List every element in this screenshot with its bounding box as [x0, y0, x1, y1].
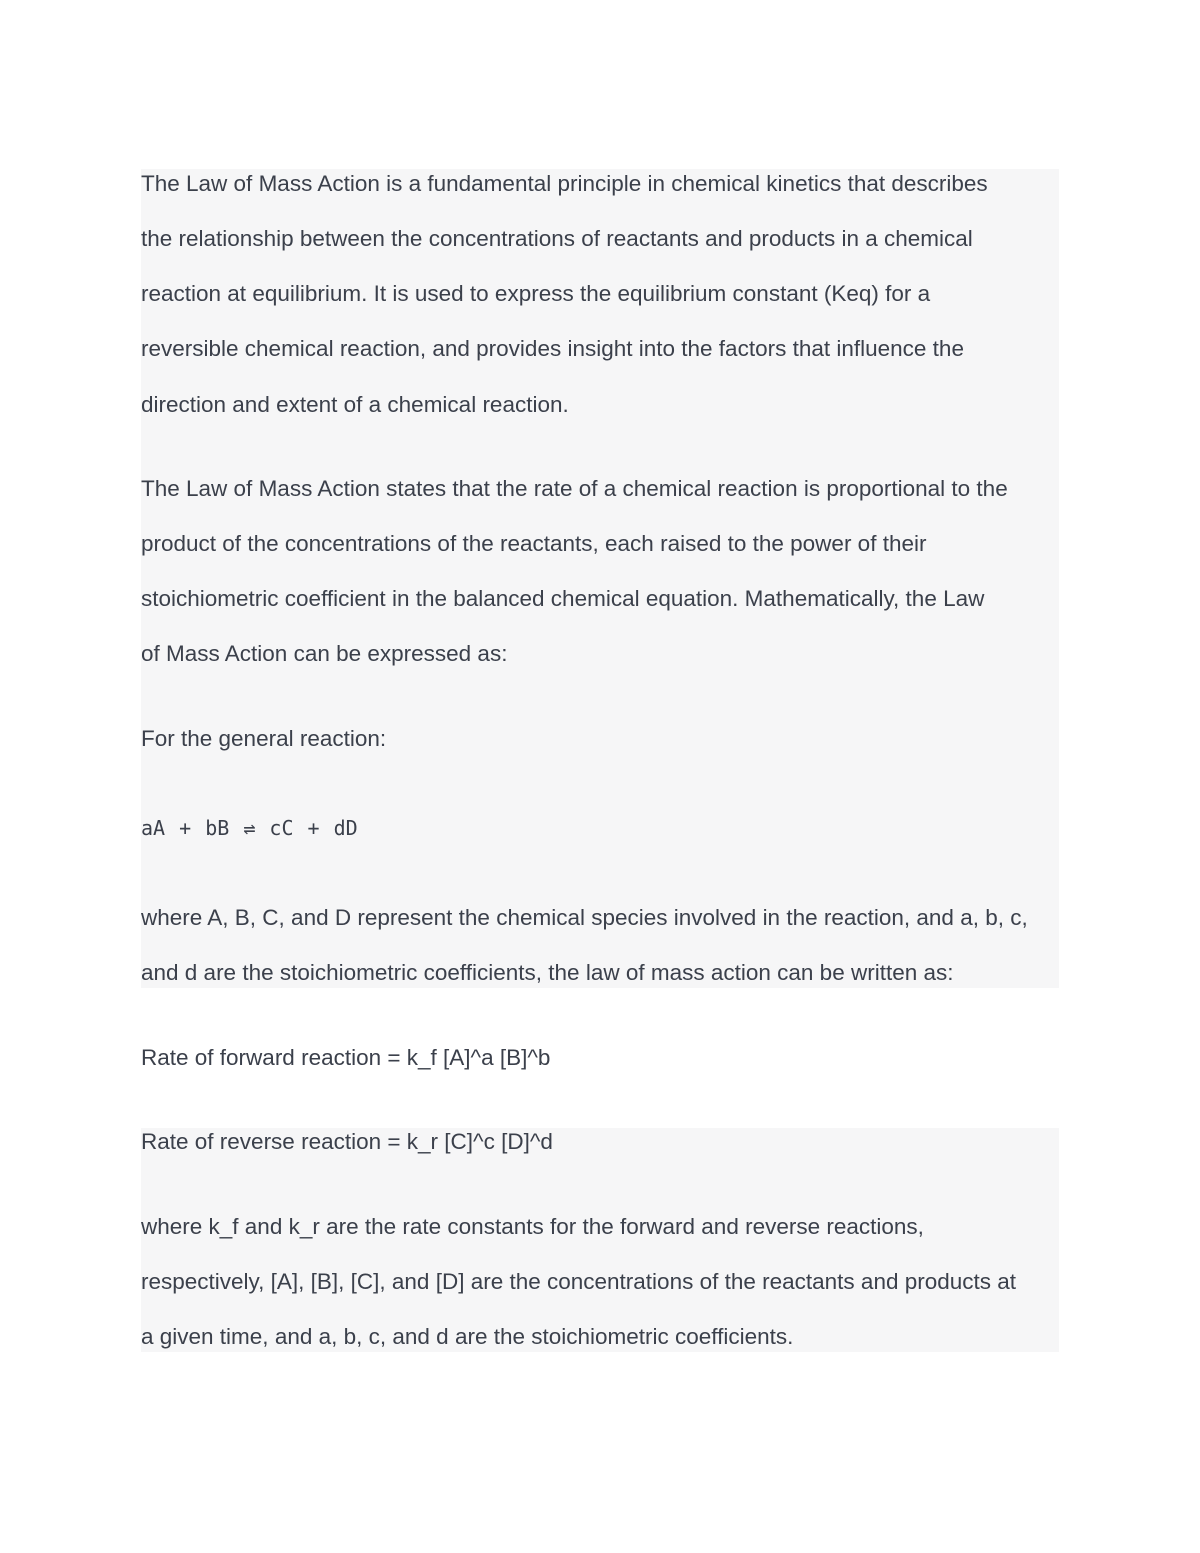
- paragraph-3-line-2: and d are the stoichiometric coefficients, the law of mass action can be written as:: [141, 960, 954, 985]
- paragraph-4-line-3: a given time, and a, b, c, and d are the stoichiometric coefficients.: [141, 1324, 794, 1349]
- paragraph-1-line-3: reaction at equilibrium. It is used to express the equilibrium constant (Keq) for a: [141, 281, 931, 306]
- forward-rate-equation: Rate of forward reaction = k_f [A]^a [B]^b: [141, 1045, 551, 1070]
- general-reaction-intro: For the general reaction:: [141, 726, 387, 751]
- paragraph-2-line-1: The Law of Mass Action states that the rate of a chemical reaction is proportional to the: [141, 476, 1008, 501]
- reaction-equation: aA + bB ⇌ cC + dD: [141, 816, 358, 840]
- paragraph-1-line-1: The Law of Mass Action is a fundamental principle in chemical kinetics that describes: [141, 171, 988, 196]
- paragraph-2-line-4: of Mass Action can be expressed as:: [141, 641, 508, 666]
- paragraph-2-line-2: product of the concentrations of the reactants, each raised to the power of their: [141, 531, 927, 556]
- paragraph-1-line-5: direction and extent of a chemical reaction.: [141, 392, 569, 417]
- paragraph-4-line-1: where k_f and k_r are the rate constants for the forward and reverse reactions,: [141, 1214, 924, 1239]
- paragraph-1-line-4: reversible chemical reaction, and provides insight into the factors that influence the: [141, 336, 964, 361]
- paragraph-3-line-1: where A, B, C, and D represent the chemical species involved in the reaction, and a, b, c,: [141, 905, 1028, 930]
- paragraph-1-line-2: the relationship between the concentrations of reactants and products in a chemical: [141, 226, 973, 251]
- reverse-rate-equation: Rate of reverse reaction = k_r [C]^c [D]^d: [141, 1129, 553, 1154]
- paragraph-4-line-2: respectively, [A], [B], [C], and [D] are the concentrations of the reactants and products at: [141, 1269, 1017, 1294]
- paragraph-2-line-3: stoichiometric coefficient in the balanced chemical equation. Mathematically, the Law: [141, 586, 985, 611]
